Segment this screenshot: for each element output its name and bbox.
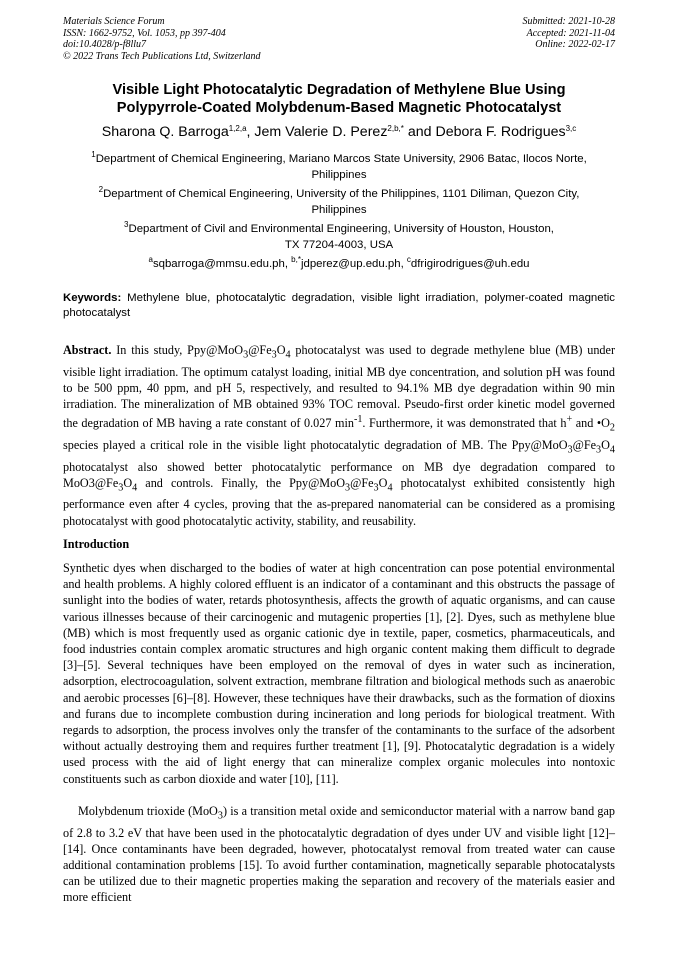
- author-name: Sharona Q. Barroga: [101, 124, 229, 140]
- abstract-text: @Fe: [350, 475, 374, 490]
- abstract-text: O: [601, 437, 610, 452]
- abstract-text: @Fe: [572, 437, 597, 452]
- doi-line: doi:10.4028/p-f8llu7: [63, 39, 147, 50]
- abstract-text: photocatalyst was used to degrade methylene blue (MB) under visible light irradiation. The optimum catalyst loading, initial MB dye concentration, and solution pH was found to be 500 ppm, 40 ppm, and pH 5, respectively, and resulted to 94.1% MB dye degradation within 90 min irradiation. The mineralization of MB obtained 93% TOC removal. Pseudo-first order kinetic model governed the degradation of MB having a rate constant of 0.027 min: [63, 343, 615, 431]
- section-heading: Introduction: [63, 537, 130, 551]
- abstract-text: . Furthermore, it was demonstrated that h: [362, 416, 567, 431]
- subscript: 4: [285, 349, 291, 361]
- email-marker: c: [406, 255, 411, 264]
- author-emails: $^a$sqbarroga@mmsu.edu.ph, $^{b,*}$jdperez@up.edu.ph, $^c$dfrigirodrigues@uh.edu: [148, 255, 530, 270]
- subscript: 4: [609, 444, 615, 456]
- affiliation-number: 1: [91, 150, 96, 159]
- author-separator: ,: [246, 124, 255, 140]
- affiliation-text: TX 77204-4003, USA: [284, 239, 394, 251]
- affiliation-text: Department of Civil and Environmental Engineering, University of Houston, Houston,: [128, 223, 554, 235]
- journal-info: [63, 16, 261, 62]
- email-address: jdperez@up.edu.ph: [300, 258, 401, 270]
- abstract-text: and •O: [572, 416, 610, 431]
- subscript: 3: [345, 482, 351, 494]
- superscript: +: [566, 414, 573, 426]
- author-name: Jem Valerie D. Perez: [254, 124, 388, 140]
- subscript: 4: [387, 482, 393, 494]
- author-superscript: 2,b,*: [387, 124, 404, 133]
- issn-line: ISSN: 1662-9752, Vol. 1053, pp 397-404: [63, 27, 226, 39]
- paragraph-text: ) is a transition metal oxide and semiconductor material with a narrow band gap of 2.8 to 3.2 eV that have been used in the photocatalytic degradation of dyes under UV and visible light [12]–[14]. Once contaminants have been degraded, however, photocatalyst removal from treated water can cause additional contamination problems [15]. To avoid further contamination, magnetically separable photocatalysts can be utilized due to their magnetic properties making the separation and recovery of the materials easier and more efficient: [63, 804, 615, 905]
- abstract-text: @Fe: [248, 343, 272, 357]
- email-address: sqbarroga@mmsu.edu.ph: [152, 258, 285, 270]
- abstract-text: photocatalyst also showed better photocatalytic performance on MB dye degradation compared to MoO3@Fe: [63, 459, 615, 490]
- submitted-date: Submitted: 2021-10-28: [522, 16, 615, 27]
- abstract-text: O: [378, 475, 388, 490]
- abstract-text: O: [276, 343, 286, 357]
- superscript: -1: [353, 414, 363, 426]
- abstract-text: species played a critical role in the visible light photocatalytic degradation of MB. The Ppy@MoO: [63, 437, 568, 452]
- abstract-text: and controls. Finally, the Ppy@MoO: [137, 475, 346, 490]
- subscript: 2: [609, 422, 615, 434]
- online-date: Online: 2022-02-17: [535, 39, 615, 50]
- affiliation-number: 2: [98, 185, 104, 194]
- affiliation-number: 3: [124, 220, 129, 229]
- paragraph-text: Synthetic dyes when discharged to the bodies of water at high concentration can pose potential environmental and health problems. A highly colored effluent is an indicator of a contaminant and this obstructs the passage of sunlight into the bodies of water, retards photosynthesis, affects the growth of aquatic organisms, and can cause various illnesses because of their carcinogenic and mutagenic properties [1], [2]. Dyes, such as methylene blue (MB) which is most frequently used as organic cationic dye in textile, paper, cosmetics, pharmaceuticals, and food industries contain complex aromatic structures and high organic content making them difficult to degrade [3]–[5]. Several techniques have been employed on the removal of dyes in water such as incineration, adsorption, electrocoagulation, solvent extraction, membrane filtration and biological methods such as anaerobic and aerobic processes [6]–[8]. However, these techniques have their drawbacks, such as the formation of dioxins and furans due to incomplete combustion during incineration and long periods for biological treatment. With regards to adsorption, the process involves only the transfer of the contaminants to the surface of the adsorbent without actually destroying them and requires further treatment [1], [9]. Photocatalytic degradation is a widely used process with the aid of light energy that can mineralize complex organic molecules into nontoxic constituents such as carbon dioxide and water [10], [11].: [63, 561, 615, 786]
- author-superscript: 1,2,a: [228, 124, 247, 133]
- subscript: 3: [118, 482, 124, 494]
- abstract-label: Abstract.: [63, 343, 112, 357]
- author-superscript: 3,c: [565, 124, 577, 133]
- subscript: 3: [271, 349, 277, 361]
- affiliation-text: Philippines: [311, 204, 367, 216]
- title-line-1: Visible Light Photocatalytic Degradation of Methylene Blue Using: [112, 82, 566, 98]
- subscript: 3: [243, 349, 249, 361]
- affiliation: [63, 221, 615, 253]
- abstract-text: In this study, Ppy@MoO: [116, 343, 244, 357]
- paper-title: [63, 82, 615, 117]
- subscript: 4: [132, 482, 138, 494]
- email-address: dfrigirodrigues@uh.edu: [410, 258, 530, 270]
- body-paragraph: [63, 803, 615, 906]
- affiliation-text: Department of Chemical Engineering, Mariano Marcos State University, 2906 Batac, Ilocos Norte,: [95, 153, 587, 165]
- keywords: [63, 291, 615, 320]
- copyright-line: © 2022 Trans Tech Publications Ltd, Switzerland: [63, 50, 261, 62]
- paragraph-text: [63, 803, 615, 906]
- keywords-label: Keywords:: [63, 292, 122, 304]
- subscript: 3: [373, 482, 379, 494]
- affiliation-text: Department of Chemical Engineering, University of the Philippines, 1101 Diliman, Quezon City,: [103, 188, 580, 200]
- subscript: 3: [567, 444, 573, 456]
- subscript: 3: [217, 810, 223, 822]
- author-list: [63, 124, 615, 141]
- title-line-2: Polypyrrole-Coated Molybdenum-Based Magnetic Photocatalyst: [116, 99, 562, 116]
- email-marker: b,*: [291, 255, 301, 264]
- abstract: [63, 342, 615, 529]
- author-name: Debora F. Rodrigues: [435, 124, 566, 140]
- abstract-text: O: [123, 475, 133, 490]
- affiliation: [63, 151, 615, 183]
- body-paragraph: [63, 560, 615, 787]
- subscript: 3: [596, 444, 602, 456]
- email-marker: a: [148, 255, 153, 264]
- author-separator: and: [403, 124, 436, 140]
- abstract-text: photocatalyst exhibited consistently high performance even after 4 cycles, proving that the as-prepared nanomaterial can be considered as a promising photocatalyst with good photocatalytic activity, stability, and reusability.: [63, 475, 615, 528]
- affiliation-text: Philippines: [311, 169, 367, 181]
- paragraph-text: Molybdenum trioxide (MoO: [78, 804, 218, 818]
- journal-name: Materials Science Forum: [63, 16, 165, 27]
- keywords-text: Methylene blue, photocatalytic degradation, visible light irradiation, polymer-coated magnetic photocatalyst: [63, 292, 615, 319]
- submission-dates: [523, 16, 616, 51]
- accepted-date: Accepted: 2021-11-04: [526, 27, 615, 39]
- affiliation: [63, 186, 615, 218]
